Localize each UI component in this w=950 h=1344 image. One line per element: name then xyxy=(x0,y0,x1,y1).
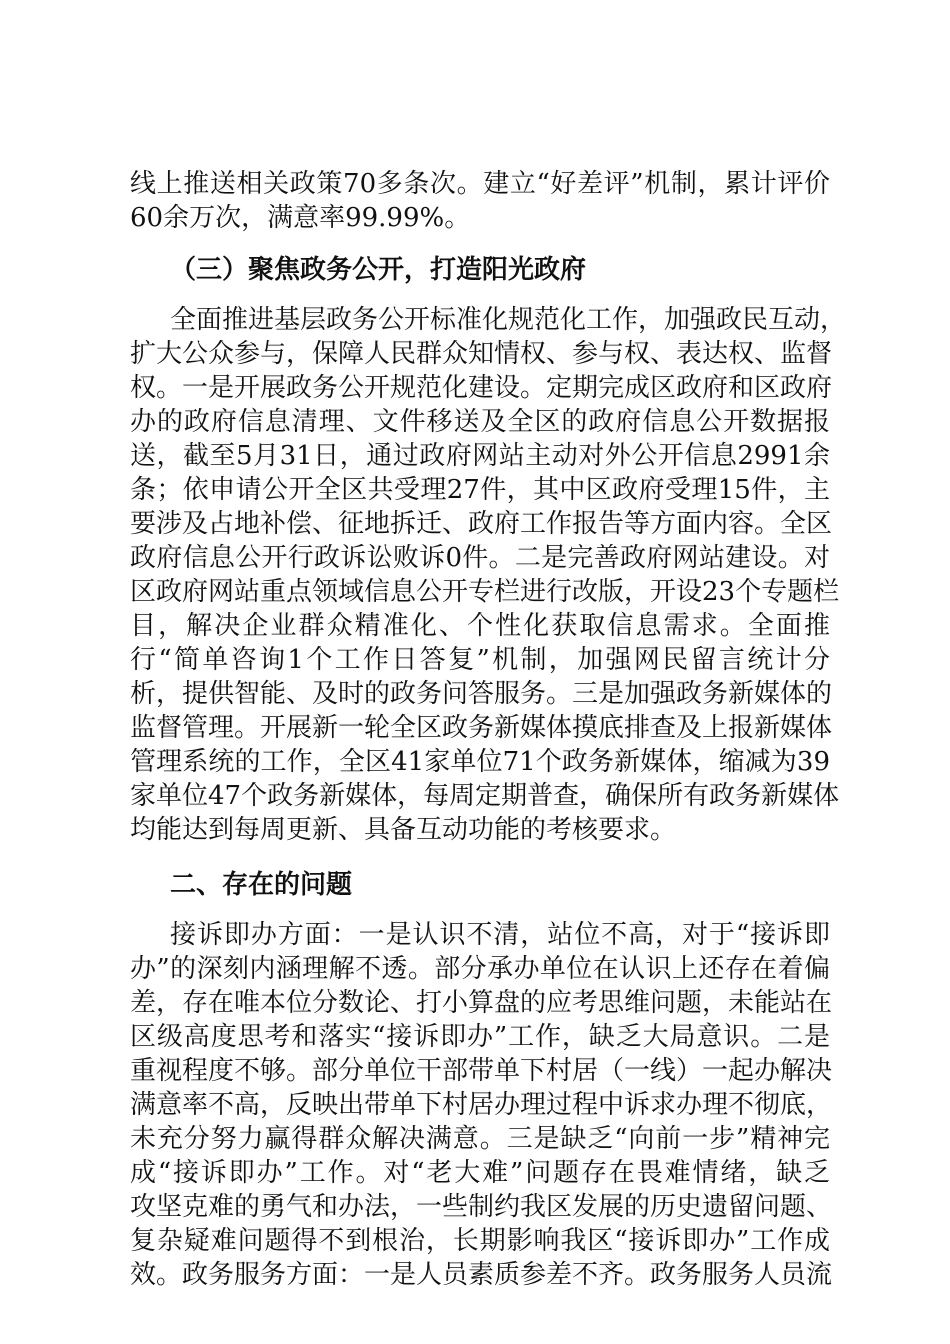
paragraph-line: 60余万次，满意率99.99%。 xyxy=(130,203,471,233)
paragraph-line: 要涉及占地补偿、征地拆迁、政府工作报告等方面内容。全区 xyxy=(130,509,833,539)
paragraph-line: 扩大公众参与，保障人民群众知情权、参与权、表达权、监督 xyxy=(130,339,833,369)
paragraph-line: 政府信息公开行政诉讼败诉0件。二是完善政府网站建设。对 xyxy=(130,543,830,573)
paragraph-line: 行“简单咨询1个工作日答复”机制，加强网民留言统计分 xyxy=(130,645,830,675)
paragraph-line: 权。一是开展政务公开规范化建设。定期完成区政府和区政府 xyxy=(130,373,833,403)
paragraph-line: 差，存在唯本位分数论、打小算盘的应考思维问题，未能站在 xyxy=(130,988,833,1018)
paragraph-line: 全面推进基层政务公开标准化规范化工作，加强政民互动， xyxy=(170,305,847,335)
paragraph-line: 监督管理。开展新一轮全区政务新媒体摸底排查及上报新媒体 xyxy=(130,713,833,743)
paragraph-line: 办”的深刻内涵理解不透。部分承办单位在认识上还存在着偏 xyxy=(130,954,830,984)
section-heading-2: 二、存在的问题 xyxy=(170,870,353,900)
paragraph-line: 目，解决企业群众精准化、个性化获取信息需求。全面推 xyxy=(130,611,830,641)
paragraph-line: 接诉即办方面：一是认识不清，站位不高，对于“接诉即 xyxy=(170,920,830,950)
paragraph-line: 重视程度不够。部分单位干部带单下村居（一线）一起办解决 xyxy=(130,1056,833,1086)
paragraph-line: 成“接诉即办”工作。对“老大难”问题存在畏难情绪，缺乏 xyxy=(130,1158,830,1188)
paragraph-line: 办的政府信息清理、文件移送及全区的政府信息公开数据报 xyxy=(130,407,830,437)
paragraph-line: 攻坚克难的勇气和办法，一些制约我区发展的历史遗留问题、 xyxy=(130,1192,833,1222)
paragraph-line: 满意率不高，反映出带单下村居办理过程中诉求办理不彻底， xyxy=(130,1090,833,1120)
paragraph-line: 复杂疑难问题得不到根治，长期影响我区“接诉即办”工作成 xyxy=(130,1226,830,1256)
paragraph-line: 线上推送相关政策70多条次。建立“好差评”机制，累计评价 xyxy=(130,169,830,199)
section-heading-3: （三）聚焦政务公开，打造阳光政府 xyxy=(170,255,587,285)
paragraph-line: 未充分努力赢得群众解决满意。三是缺乏“向前一步”精神完 xyxy=(130,1124,830,1154)
paragraph-line: 家单位47个政务新媒体，每周定期普查，确保所有政务新媒体 xyxy=(130,781,840,811)
paragraph-line: 区政府网站重点领域信息公开专栏进行改版，开设23个专题栏 xyxy=(130,577,840,607)
paragraph-line: 区级高度思考和落实“接诉即办”工作，缺乏大局意识。二是 xyxy=(130,1022,830,1052)
paragraph-line: 析，提供智能、及时的政务问答服务。三是加强政务新媒体的 xyxy=(130,679,833,709)
paragraph-line: 送，截至5月31日，通过政府网站主动对外公开信息2991余 xyxy=(130,441,830,471)
paragraph-line: 效。政务服务方面：一是人员素质参差不齐。政务服务人员流 xyxy=(130,1260,833,1290)
paragraph-line: 均能达到每周更新、具备互动功能的考核要求。 xyxy=(130,815,677,845)
paragraph-line: 管理系统的工作，全区41家单位71个政务新媒体，缩减为39 xyxy=(130,747,830,777)
paragraph-line: 条；依申请公开全区共受理27件，其中区政府受理15件，主 xyxy=(130,475,830,505)
